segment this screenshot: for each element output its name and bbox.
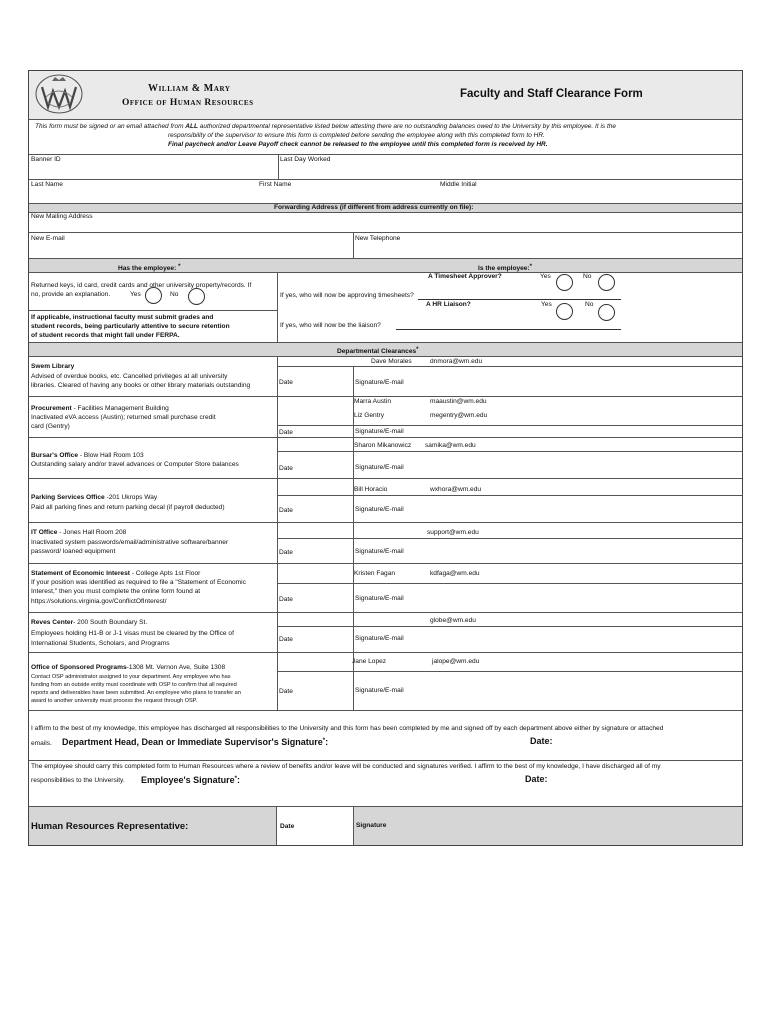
divider bbox=[277, 356, 278, 710]
forwarding-header: Forwarding Address (if different from address currently on file): bbox=[274, 204, 474, 211]
osp-email: jalope@wm.edu bbox=[432, 658, 480, 665]
osp-contact: Jane Lopez bbox=[352, 658, 387, 665]
divider bbox=[276, 806, 277, 846]
hr-yes-radio[interactable] bbox=[556, 303, 573, 320]
osp-signature: Signature/E-mail bbox=[355, 687, 404, 694]
intro-line-1 bbox=[35, 123, 616, 131]
swem-signature: Signature/E-mail bbox=[355, 379, 404, 386]
email-label: New E-mail bbox=[31, 235, 65, 242]
hr-liaison-question: A HR Liaison? bbox=[426, 301, 471, 308]
divider bbox=[29, 232, 742, 233]
telephone-label: New Telephone bbox=[355, 235, 401, 242]
it-name-line bbox=[31, 529, 126, 537]
swem-email: dnmora@wm.edu bbox=[430, 358, 483, 365]
reves-date: Date bbox=[279, 636, 293, 643]
affirm-emails: emails. bbox=[31, 740, 52, 747]
parking-location: -201 Ukrops Way bbox=[104, 494, 158, 501]
supervisor-signature-label bbox=[62, 736, 328, 748]
bursar-location: - Blow Hall Room 103 bbox=[78, 452, 144, 459]
reves-location: - 200 South Boundary St. bbox=[73, 619, 148, 626]
parking-date: Date bbox=[279, 507, 293, 514]
hr-rep-label: Human Resources Representative: bbox=[31, 821, 189, 832]
hr-no-radio[interactable] bbox=[598, 304, 615, 321]
procurement-signature: Signature/E-mail bbox=[355, 428, 404, 435]
hr-rep-right-cell bbox=[353, 807, 742, 845]
intro-line-2: responsibility of the supervisor to ensure this form is completed before sending the employee along with this completed form to HR. bbox=[168, 132, 545, 139]
osp-line-3: reports and deliverables have been submitted. An employee who plans to transfer an bbox=[31, 690, 241, 696]
divider bbox=[29, 437, 742, 438]
divider bbox=[277, 425, 742, 426]
sei-line-3: https://solutions.virginia.gov/ConflictOfInterest/ bbox=[31, 598, 167, 605]
employee-signature-label bbox=[141, 774, 240, 786]
no-explanation-text: no, provide an explanation. bbox=[31, 291, 111, 298]
bursar-name: Bursar's Office bbox=[31, 452, 79, 459]
procurement-name: Procurement bbox=[31, 405, 72, 412]
hr-yes-label: Yes bbox=[541, 301, 552, 308]
bursar-name-line bbox=[31, 452, 144, 460]
procurement-contact-2: Liz Gentry bbox=[354, 412, 385, 419]
osp-line-1: Contact OSP administrator assigned to your department. Any employee who has bbox=[31, 674, 231, 680]
divider bbox=[277, 272, 278, 342]
timesheet-approver-question: A Timesheet Approver? bbox=[428, 273, 502, 280]
divider bbox=[29, 522, 742, 523]
swem-line-1: Advised of overdue books, etc. Cancelled privileges at all university bbox=[31, 373, 228, 380]
hr-liaison-line[interactable] bbox=[396, 329, 621, 330]
affirm-line-1: I affirm to the best of my knowledge, this employee has discharged all responsibilities to the University and this form has been completed by me and signed off by each department above either by signature or attached bbox=[31, 725, 664, 732]
employee-signature-text: Employee's Signature bbox=[141, 775, 235, 785]
first-name-label: First Name bbox=[259, 181, 292, 188]
divider bbox=[353, 806, 354, 846]
procurement-name-line bbox=[31, 405, 169, 413]
returned-keys-text: Returned keys, id card, credit cards and other university property/records. If bbox=[31, 282, 252, 289]
divider bbox=[29, 760, 742, 761]
returned-no-radio[interactable] bbox=[188, 288, 205, 305]
returned-no-label: No bbox=[170, 291, 179, 298]
reves-signature: Signature/E-mail bbox=[355, 635, 404, 642]
colon: : bbox=[325, 737, 329, 747]
it-line-1: Inactivated system passwords/email/administrative software/banner bbox=[31, 539, 229, 546]
it-location: - Jones Hall Room 208 bbox=[57, 529, 127, 536]
employee-statement-line-2: responsibilities to the University. bbox=[31, 777, 125, 784]
sei-date: Date bbox=[279, 596, 293, 603]
divider bbox=[277, 626, 742, 627]
parking-name-line bbox=[31, 494, 157, 502]
org-line-2: Office of Human Resources bbox=[122, 98, 254, 108]
reves-line-2: International Students, Scholars, and Programs bbox=[31, 640, 170, 647]
parking-name: Parking Services Office bbox=[31, 494, 105, 501]
reves-name-line bbox=[31, 619, 147, 627]
swem-name: Swem Library bbox=[31, 363, 75, 370]
parking-line-1: Paid all parking fines and return parking decal (if payroll deducted) bbox=[31, 504, 225, 511]
has-employee-text: Has the employee: bbox=[118, 265, 177, 272]
divider bbox=[29, 212, 742, 213]
it-date: Date bbox=[279, 549, 293, 556]
asterisk-mark: * bbox=[416, 347, 419, 353]
faculty-grades-line-3: of student records that might fall under FERPA. bbox=[31, 332, 180, 339]
faculty-grades-line-2: student records, being particularly attentive to secure retention bbox=[31, 323, 230, 330]
banner-id-label: Banner ID bbox=[31, 156, 61, 163]
divider bbox=[29, 478, 742, 479]
swem-line-2: libraries. Cleared of having any books or other library materials outstanding bbox=[31, 382, 251, 389]
is-employee-text: Is the employee: bbox=[478, 265, 530, 272]
timesheet-yes-radio[interactable] bbox=[556, 274, 573, 291]
bursar-contact: Sharon Mikanowicz bbox=[354, 442, 412, 449]
bursar-signature: Signature/E-mail bbox=[355, 464, 404, 471]
divider bbox=[277, 583, 742, 584]
mailing-address-label: New Mailing Address bbox=[31, 213, 93, 220]
divider bbox=[278, 154, 279, 179]
hr-liaison-followup: If yes, who will now be the liaison? bbox=[280, 322, 381, 329]
bursar-email: samika@wm.edu bbox=[425, 442, 476, 449]
procurement-date: Date bbox=[279, 429, 293, 436]
colon: : bbox=[237, 775, 241, 785]
divider bbox=[29, 396, 742, 397]
it-name: IT Office bbox=[31, 529, 58, 536]
intro-text-c: authorized departmental representative listed below attesting there are no outstanding balances owed to the University by this employee. It is the bbox=[197, 123, 616, 130]
swem-date: Date bbox=[279, 379, 293, 386]
divider bbox=[29, 272, 742, 273]
osp-line-4: award to another university must process the request through OSP. bbox=[31, 698, 198, 704]
it-email: support@wm.edu bbox=[427, 529, 479, 536]
divider bbox=[29, 563, 742, 564]
timesheet-followup: If yes, who will now be approving timesheets? bbox=[280, 292, 414, 299]
divider bbox=[29, 612, 742, 613]
osp-name-line bbox=[31, 664, 225, 672]
intro-text-all: ALL bbox=[185, 123, 198, 130]
divider bbox=[277, 451, 742, 452]
middle-initial-label: Middle Initial bbox=[440, 181, 477, 188]
sei-signature: Signature/E-mail bbox=[355, 595, 404, 602]
divider bbox=[29, 710, 742, 711]
employee-statement-line-1: The employee should carry this completed form to Human Resources where a review of benefits and/or leave will be conducted and signatures verified. I affirm to the best of my knowledge, I have discharged all of my bbox=[31, 763, 661, 770]
last-day-worked-label: Last Day Worked bbox=[280, 156, 331, 163]
sei-contact: Kristen Fagan bbox=[354, 570, 396, 577]
divider bbox=[29, 179, 742, 180]
osp-name: Office of Sponsored Programs bbox=[31, 664, 127, 671]
procurement-email-1: maaustin@wm.edu bbox=[430, 398, 487, 405]
divider bbox=[277, 366, 742, 367]
asterisk-mark: * bbox=[178, 264, 181, 270]
last-name-label: Last Name bbox=[31, 181, 63, 188]
supervisor-signature-text: Department Head, Dean or Immediate Supervisor's Signature bbox=[62, 737, 323, 747]
procurement-contact-1: Marra Austin bbox=[354, 398, 392, 405]
reves-line-1: Employees holding H1-B or J-1 visas must be cleared by the Office of bbox=[31, 630, 234, 637]
hr-signature-label: Signature bbox=[356, 822, 387, 829]
parking-contact: Bill Horacio bbox=[354, 486, 388, 493]
org-line-1: William & Mary bbox=[148, 83, 231, 94]
bursar-date: Date bbox=[279, 465, 293, 472]
sei-name-line bbox=[31, 570, 200, 578]
university-seal-logo bbox=[34, 73, 84, 115]
asterisk-mark: * bbox=[529, 264, 533, 270]
clearances-title bbox=[337, 346, 419, 356]
parking-email: wxhora@wm.edu bbox=[430, 486, 482, 493]
procurement-email-2: megentry@wm.edu bbox=[430, 412, 488, 419]
osp-location: -1308 Mt. Vernon Ave, Suite 1308 bbox=[126, 664, 226, 671]
sei-line-2: Interest," then you must complete the online form found at bbox=[31, 588, 201, 595]
timesheet-no-radio[interactable] bbox=[598, 274, 615, 291]
parking-signature: Signature/E-mail bbox=[355, 506, 404, 513]
returned-yes-radio[interactable] bbox=[145, 287, 162, 304]
hr-no-label: No bbox=[585, 301, 594, 308]
it-line-2: password/ loaned equipment bbox=[31, 548, 116, 555]
procurement-line-2: card (Gentry) bbox=[31, 423, 70, 430]
divider bbox=[29, 310, 277, 311]
asterisk-mark: * bbox=[322, 738, 326, 744]
divider bbox=[353, 232, 354, 258]
timesheet-approver-line[interactable] bbox=[418, 299, 621, 300]
asterisk-mark: * bbox=[234, 776, 238, 782]
procurement-location: - Facilities Management Building bbox=[71, 405, 169, 412]
divider bbox=[277, 538, 742, 539]
reves-name: Reves Center bbox=[31, 619, 74, 626]
divider bbox=[29, 652, 742, 653]
supervisor-date-label: Date: bbox=[530, 736, 553, 746]
divider bbox=[29, 356, 742, 357]
divider bbox=[29, 154, 742, 155]
divider bbox=[277, 495, 742, 496]
osp-date: Date bbox=[279, 688, 293, 695]
form-title: Faculty and Staff Clearance Form bbox=[460, 88, 643, 100]
hr-date-label: Date bbox=[280, 823, 295, 830]
returned-yes-label: Yes bbox=[130, 291, 141, 298]
divider bbox=[277, 671, 742, 672]
intro-line-3: Final paycheck and/or Leave Payoff check cannot be released to the employee until this completed form is received by HR. bbox=[168, 141, 548, 148]
divider bbox=[29, 119, 742, 120]
it-signature: Signature/E-mail bbox=[355, 548, 404, 555]
clearances-title-text: Departmental Clearances bbox=[337, 348, 417, 355]
timesheet-no-label: No bbox=[583, 273, 592, 280]
bursar-line-1: Outstanding salary and/or travel advances or Computer Store balances bbox=[31, 461, 239, 468]
sei-location: - College Apts 1st Floor bbox=[129, 570, 201, 577]
reves-email: globe@wm.edu bbox=[430, 617, 476, 624]
sei-email: kdfaga@wm.edu bbox=[430, 570, 480, 577]
sei-name: Statement of Economic Interest bbox=[31, 570, 130, 577]
timesheet-yes-label: Yes bbox=[540, 273, 551, 280]
procurement-line-1: Inactivated eVA access (Austin); returned small purchase credit bbox=[31, 414, 216, 421]
osp-line-2: funding from an outside entity must coordinate with OSP to confirm that all required bbox=[31, 682, 237, 688]
sei-line-1: If your position was identified as required to file a "Statement of Economic bbox=[31, 579, 246, 586]
intro-text-a: This form must be signed or an email attached from bbox=[35, 123, 186, 130]
swem-contact: Dave Morales bbox=[371, 358, 412, 365]
employee-date-label: Date: bbox=[525, 774, 548, 784]
faculty-grades-line-1: If applicable, instructional faculty must submit grades and bbox=[31, 314, 214, 321]
